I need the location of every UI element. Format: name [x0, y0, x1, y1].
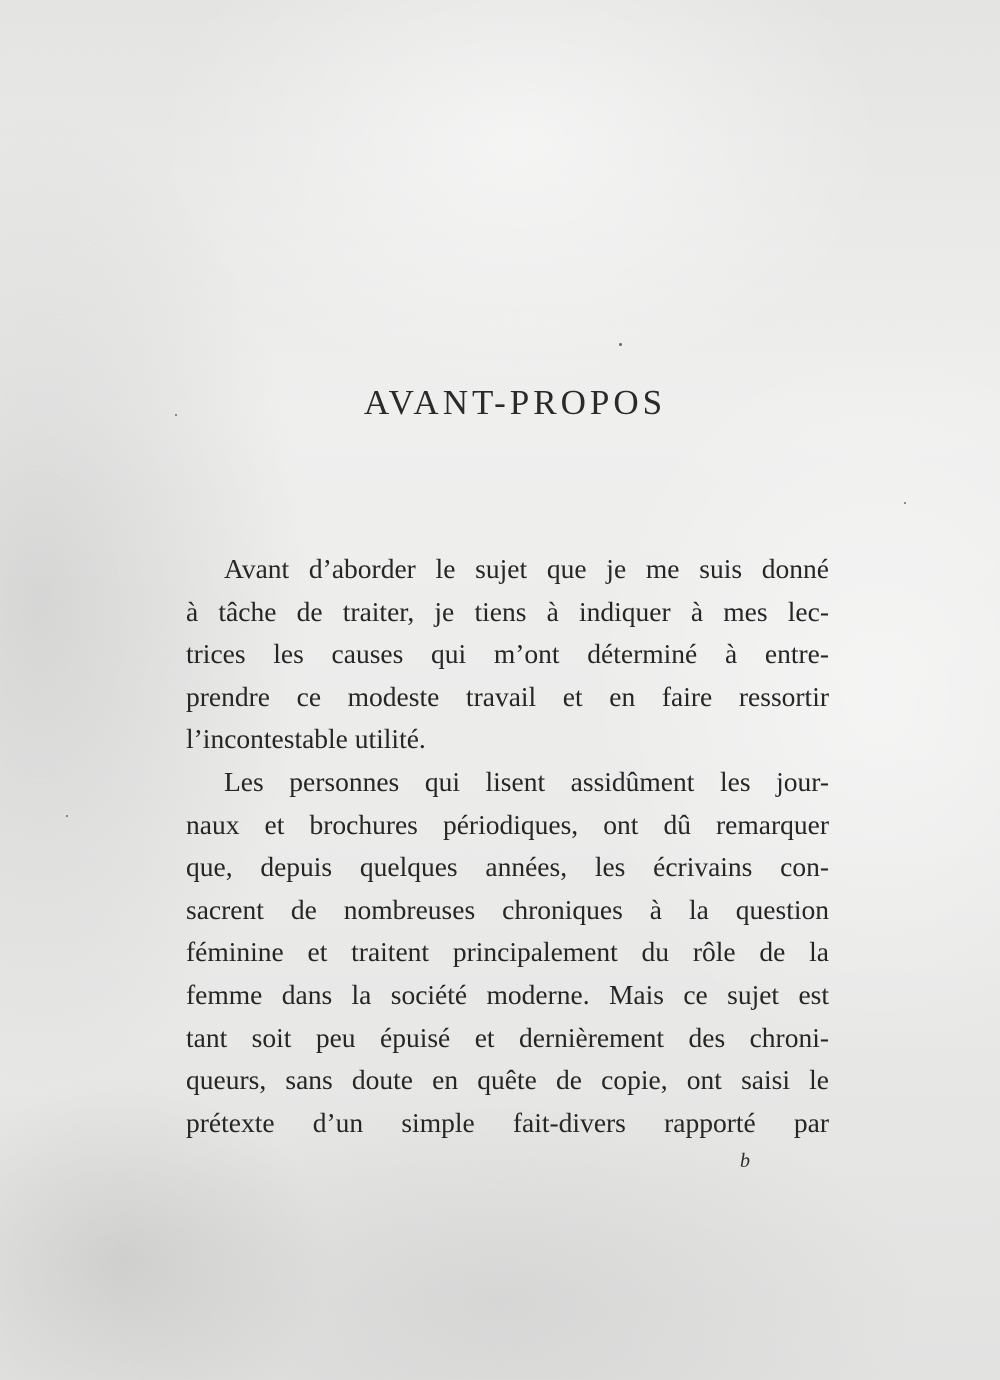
text-line: prétexte d’un simple fait-divers rapporté par — [186, 1106, 829, 1138]
page-title: AVANT-PROPOS — [363, 383, 667, 422]
paragraph — [186, 548, 829, 761]
text-line: féminine et traitent principalement du rôle de la — [186, 936, 829, 968]
body-text — [186, 548, 829, 1144]
text-line: que, depuis quelques années, les écrivains con- — [186, 851, 829, 883]
text-line: trices les causes qui m’ont déterminé à entre- — [186, 638, 829, 670]
text-line: à tâche de traiter, je tiens à indiquer à mes lec- — [186, 595, 829, 627]
text-line: Les personnes qui lisent assidûment les jour- — [224, 765, 829, 797]
text-line: naux et brochures périodiques, ont dû remarquer — [186, 808, 829, 840]
text-line: Avant d’aborder le sujet que je me suis donné — [224, 553, 829, 584]
text-line: tant soit peu épuisé et dernièrement des chroni- — [186, 1021, 829, 1053]
text-line: queurs, sans doute en quête de copie, ont saisi le — [186, 1064, 829, 1096]
ink-speck — [619, 343, 622, 346]
ink-speck — [66, 815, 68, 817]
text-line: femme dans la société moderne. Mais ce sujet est — [186, 978, 829, 1010]
text-line: sacrent de nombreuses chroniques à la question — [186, 893, 829, 925]
text-line: prendre ce modeste travail et en faire ressortir — [186, 680, 829, 712]
signature-mark: b — [740, 1150, 750, 1172]
paragraph — [186, 761, 829, 1144]
text-line: l’incontestable utilité. — [186, 723, 426, 755]
ink-speck — [904, 502, 906, 504]
